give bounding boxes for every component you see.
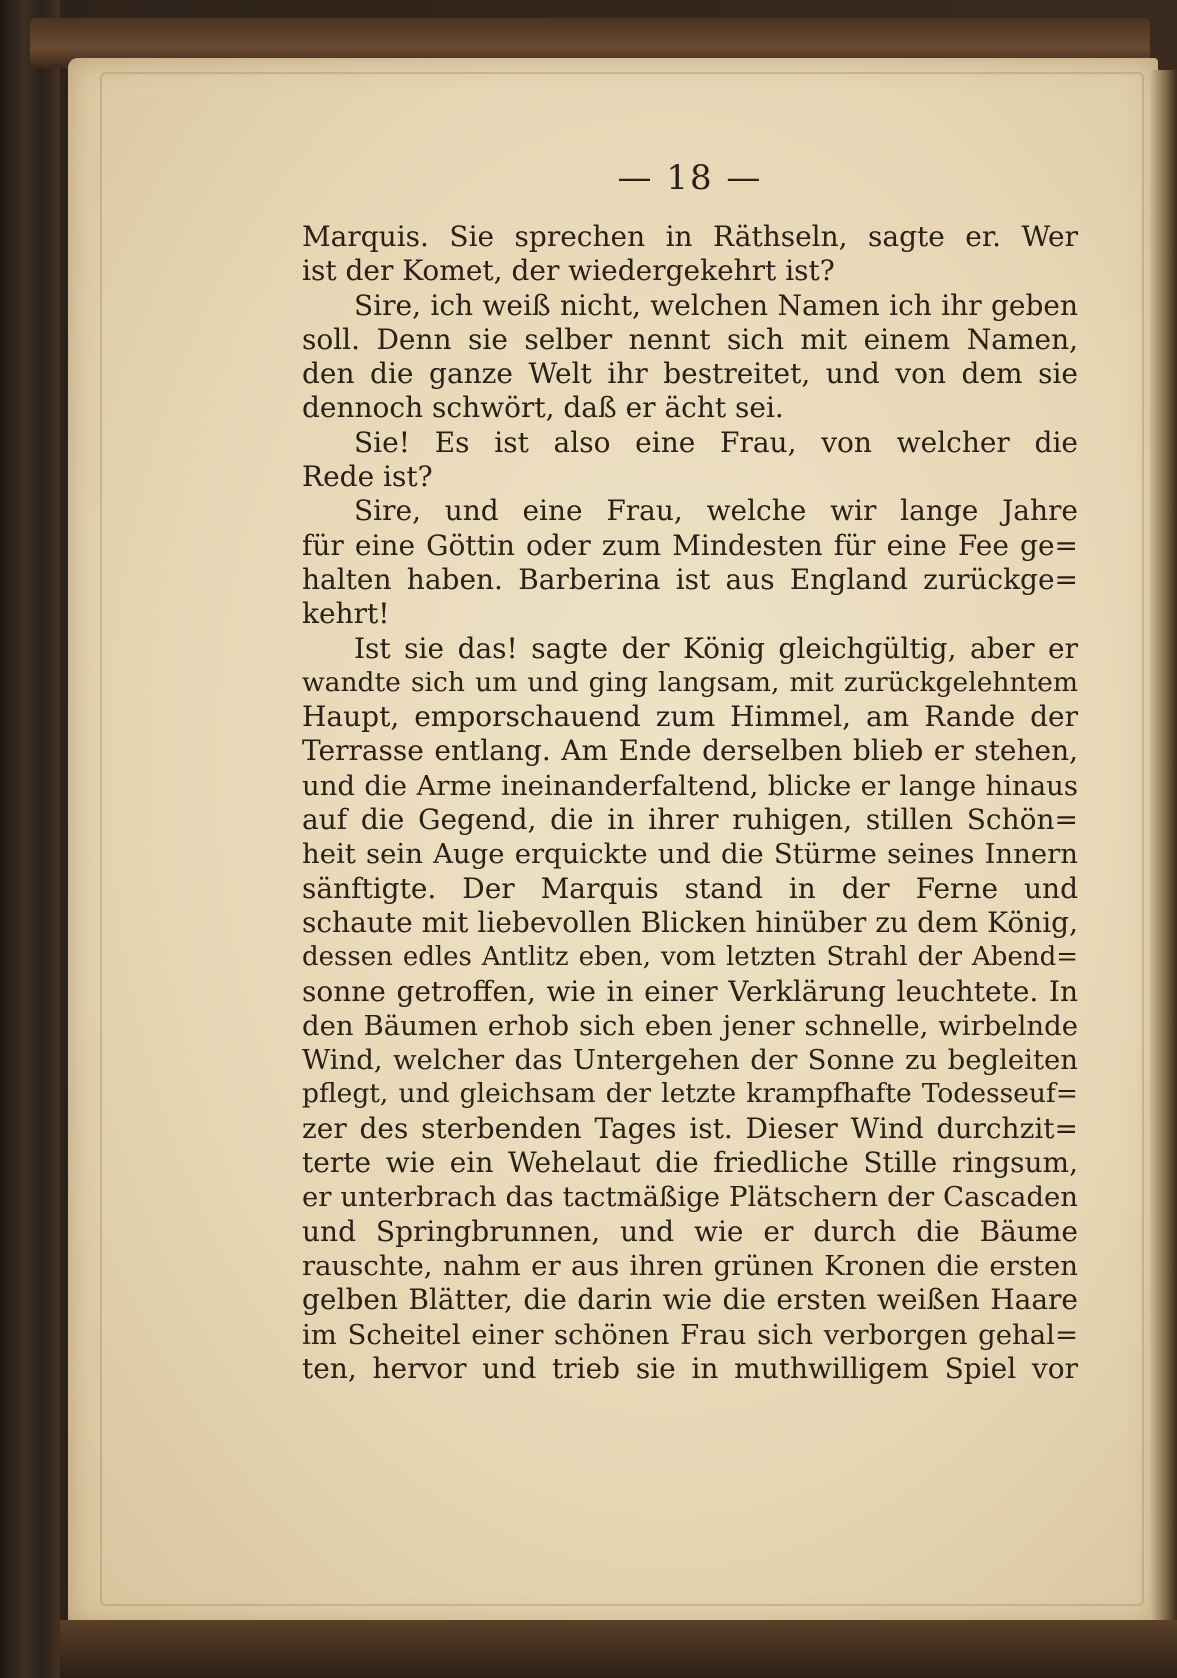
text-line: zer des sterbenden Tages ist. Dieser Wind durchzit= bbox=[302, 1111, 1078, 1145]
book-spine bbox=[0, 0, 60, 1678]
text-line: im Scheitel einer schönen Frau sich verborgen gehal= bbox=[302, 1318, 1078, 1351]
text-line: halten haben. Barberina ist aus England zurückge= bbox=[302, 562, 1078, 596]
text-line: er unterbrach das tactmäßige Plätschern der Cascaden bbox=[302, 1181, 1078, 1214]
text-line: Rede ist? bbox=[302, 460, 433, 494]
text-line: Sire, ich weiß nicht, welchen Namen ich ihr geben bbox=[354, 288, 1078, 322]
text-line: sänftigte. Der Marquis stand in der Ferne und bbox=[302, 871, 1078, 905]
page-stack-edge bbox=[1150, 70, 1177, 1630]
text-line: dennoch schwört, daß er ächt sei. bbox=[302, 391, 784, 425]
text-line: ten, hervor und trieb sie in muthwilligem Spiel vor bbox=[302, 1351, 1078, 1385]
text-line: heit sein Auge erquickte und die Stürme seines Innern bbox=[302, 838, 1078, 871]
text-line: wandte sich um und ging langsam, mit zurückgelehntem bbox=[302, 666, 1078, 698]
text-line: pflegt, und gleichsam der letzte krampfhafte Todesseuf= bbox=[302, 1078, 1078, 1110]
text-line: kehrt! bbox=[302, 597, 390, 631]
text-line: Terrasse entlang. Am Ende derselben blieb er stehen, bbox=[302, 734, 1078, 768]
text-line: Wind, welcher das Untergehen der Sonne zu begleiten bbox=[302, 1044, 1078, 1077]
body-text bbox=[302, 220, 1078, 1386]
text-line: Sire, und eine Frau, welche wir lange Jahre bbox=[354, 494, 1078, 528]
text-line: gelben Blätter, die darin wie die ersten weißen Haare bbox=[302, 1283, 1078, 1317]
text-line: sonne getroffen, wie in einer Verklärung leuchtete. In bbox=[302, 974, 1078, 1008]
text-line: rauschte, nahm er aus ihren grünen Kronen die ersten bbox=[302, 1249, 1078, 1282]
text-line: schaute mit liebevollen Blicken hinüber zu dem König, bbox=[302, 905, 1078, 939]
text-line: terte wie ein Wehelaut die friedliche Stille ringsum, bbox=[302, 1146, 1078, 1180]
text-line: und Springbrunnen, und wie er durch die Bäume bbox=[302, 1214, 1078, 1248]
text-line: auf die Gegend, die in ihrer ruhigen, stillen Schön= bbox=[302, 803, 1078, 837]
text-line: soll. Denn sie selber nennt sich mit einem Namen, bbox=[302, 322, 1078, 356]
text-line: den die ganze Welt ihr bestreitet, und von dem sie bbox=[302, 357, 1078, 391]
text-line: ist der Komet, der wiedergekehrt ist? bbox=[302, 254, 835, 288]
text-line: Haupt, emporschauend zum Himmel, am Rande der bbox=[302, 700, 1078, 734]
text-line: und die Arme ineinanderfaltend, blicke er lange hinaus bbox=[302, 769, 1078, 802]
text-line: für eine Göttin oder zum Mindesten für eine Fee ge= bbox=[302, 528, 1078, 562]
text-line: Marquis. Sie sprechen in Räthseln, sagte er. Wer bbox=[302, 220, 1078, 253]
text-line: den Bäumen erhob sich eben jener schnelle, wirbelnde bbox=[302, 1009, 1078, 1042]
text-line: dessen edles Antlitz eben, vom letzten Strahl der Abend= bbox=[302, 942, 1078, 973]
text-line: Sie! Es ist also eine Frau, von welcher die bbox=[354, 425, 1078, 459]
page-number: — 18 — bbox=[617, 158, 763, 198]
book-bottom-edge bbox=[60, 1620, 1177, 1678]
text-line: Ist sie das! sagte der König gleichgültig, aber er bbox=[354, 631, 1078, 665]
